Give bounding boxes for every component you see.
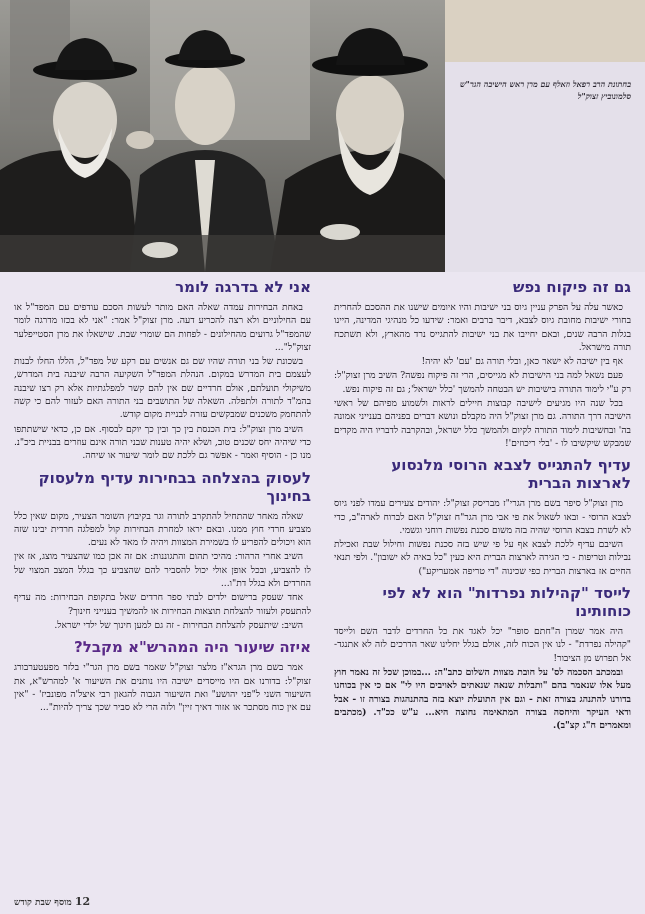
heading-not-my-level: אני לא בדרגה לומר	[175, 278, 311, 296]
heading-russian-army: עדיף להתגייס לצבא הרוסי מלנסוע לארצות הברית	[391, 456, 631, 493]
paragraph: אמר בשם מרן הגרא"ז מלצר זצוק"ל שאמר בשם מרן הגר"י בלזר מפעטערבורג זצוק"ל: בדורנו אם היו מייסדים ישיבה היו נותנים את השיעור א' למהרש"א, את השיעור השני ל"פני יהושע" ואת השיעור הגבוה להגאון רבי איצל'ה מפונביז' - "אין עם אין כוח מסתכר או אזור דאיך זיין" ולזה הרי לא סביר שכך צריך להיות"...	[14, 662, 311, 714]
paragraph: אחד שעסק ברישום ילדים לבתי ספר חרדים שאל בתקופת הבחירות: מה עדיף להתעסק ולעזור להצלחת תוצאות הבחירות או להמשיך בענייני חינוך?	[14, 592, 311, 617]
paragraph: מרן זצוק"ל סיפר בשם מרן הגרי"ז מבריסק זצוק"ל: יהודים צעירים עמדו לפני גיוס לצבא הרוסי - ובאו לשאול את פי אבי מרן הגר"ח זצוק"ל האם לברוח לארה"ב, כדי לא לשרת בצבא הרוסי שהיה בזה משום סכנת נפשות רוחני וגשמי.	[334, 498, 631, 536]
page-footer	[14, 895, 93, 908]
paragraph: שאלה מאחר שהתחיל להתקרב לתורה וגר בקיבוץ השומר הצעיר, מקום שאין כלל מצביע חרדי חוץ ממנו. ובאם יראו למחרת הבחירות קול למפלגה חרדית יבינו שזה הוא ויכולים להפריע לו בשמירת המצוות ויהיה לו מאד לא נעים.	[14, 510, 311, 549]
right-column	[334, 276, 631, 733]
paragraph: השיב אחרי הרהור: מהיכי תהום והתגוננות: אם זה אכן כמו שהצעיר מוצג, אז אין לו להצביע, ובכל אופן אולי יכול להסביר להם שהצביע כך בגלל המצב המצוי של החרדים ולא בגלל דת"ו...	[14, 551, 311, 590]
paragraph: השיב מרן זצוק"ל: בית הכנסת בין כך ובין כך יוקם לבסוף. אם כן, כדאי שישתתפו כדי שיהיה יחס שכנים טוב, ושלא יהיה טענות שבני תורה אינם עוזרים בבניית ביכ"נ. מנו כן - הוסיף ואמר - אפשר גם ללכת שם לומר שיעור או שיחה.	[14, 423, 311, 462]
heading-separate-communities: לייסד "קהילות נפרדות" הוא לא לפי כוחותינו	[382, 584, 631, 621]
page-number: 12	[74, 895, 91, 908]
paragraph: היה אמר שמרן ה"חתם סופר" יכל לאגד את כל החרדים לדבר השם ולייסד "קהילה נפרדת" - לנו אין הכוח לזה, אולם בגלל יחלינו שאר הדרכים לזה לא אתנגד- אל תפרוש מן הציבור!	[334, 626, 631, 664]
paragraph: השיב: שיתעסק להצלחת הבחירות - זה גם למען חינוך של ילדי ישראל.	[54, 619, 303, 631]
paragraph: בכל שנה היו מגיעים לישיבה קבוצות חיילים לראות ולשמוע מפיהם של ראשי הישיבה דרך התורה. גם מרן זצוק"ל היה מקבלם ונושא דברים בפניהם בענייני אמונה בה' ובחשיבות לימוד התורה לקיום ולהמשך כלל ישראל, ובהקרבה לדבריו היה מקדים שמבקש שיקשיבו לו - 'בלי ריכוזים'!	[334, 398, 631, 449]
paragraph: פעם נשאל למה בני הישיבות לא מגייסים, הרי זה פיקוח נפשה? השיב מרן זצוק"ל: רק ע"י לימוד התורה בישיבות יש הבטחה להמשך 'כלל ישראל'; גם זה פיקוח נפש.	[334, 370, 631, 395]
caption-panel	[445, 0, 645, 272]
caption-band	[445, 0, 645, 62]
left-column	[14, 276, 311, 715]
photo-caption: בחתונת הרב רפאל וזאלף עם מרן ראש הישיבה הגר"ש סלמונוביץ זצוק"ל	[459, 79, 631, 101]
heading-maharsha-shiur: איזה שיעור היה המהרש"א מקבל?	[74, 638, 311, 657]
paragraph-bold-quote: ובמכתב הסכמה לס' על חובת מצוות השלום כתב"ה: ...במוכן שכל זה נאמר חוץ מעל אלו שנאמר בהם "ותבלות שנאה שנאתים לאויבים היו לי" אם כי אין בכוחנו בדורנו להתנהג בצורה זאת - וגם אין התועלת יוצא בזה בהתנהגות בצורה זו - אבל ודאי העיקר והיחסה בצורה המתאימה נחוצה היא... ע"ש ככ"ד. (מכתבים ומאמרים ח"ג קצ"ב).	[334, 666, 631, 732]
paragraph: בשכונת של בני תורה שהיו שם גם אנשים עם רקע של מפד"ל, הללו החלו לבנות לעצמם בית המדרש במקום. הנהלת המפד"ל השקיעה הרבה שיבנה בית המדרש, משיקולי תועלתם, אולם חרדיים שם אין להם קשר למפלגתיות אלא רק רצו שיבנה בהמ"ד לתורה ולתפלה. השאלה של התושבים בני התורה האם לעזור להם כי קשה להתחמק משכנים שמבקשים עזרה לבניית מקום קודש.	[14, 356, 311, 421]
paragraph: השיבם עדיף ללכת לצבא אף על פי שיש בזה סכנת נפשות וחילול שבת ואכילת נבילות וטריפות - כי הגירה לארצות הברית היא כעין "כל באיה לא ישובון". ולפי תנאי החיים אז בארצות הברית כפי שכינוה "די טריפה אמעריקע")	[334, 539, 631, 577]
paragraph: באחת הבחירות עמדה שאלה האם מותר לעשות הסכם עודפים עם המפד"ל או עם החילוניים ולא רצה להכריע דעה. מרן זצוק"ל אמר: "אני לא בכזו מדרגה לומר שהמפד"ל גרועים מהחילונים - לפחות הם שומרי שבת. שישאלו את מרן הסטייפלער זצוק"ל"...	[14, 302, 311, 353]
heading-pikuach-nefesh: גם זה פיקוח נפש	[513, 278, 631, 296]
paragraph: אף בין ישיבה לא ישאר כאן, ובלי תורה גם 'עם' לא יהיה!	[421, 356, 623, 368]
footer-section: מוסף שבת קודש	[14, 898, 72, 908]
wedding-photo-image	[0, 0, 445, 272]
heading-elections-over-education: לעסוק בהצלחה בבחירות עדיף מלעסוק בחינוך	[38, 468, 311, 505]
wedding-photo	[0, 0, 445, 272]
paragraph: כאשר עלה על הפרק עניין גיוס בני ישיבות והיו איומים שישנו את ההסכם להחרית בחורי ישיבות מחובת גיוס לצבא, דיבר ברבים ואמר: שידעו כל מנהיגי המדינה, היינו בגלות הרבה שנים, ובאם יחייבו את בני ישיבות להתגייס נרד מהארץ, ולא תשתכח תורה מישראל.	[334, 302, 631, 353]
